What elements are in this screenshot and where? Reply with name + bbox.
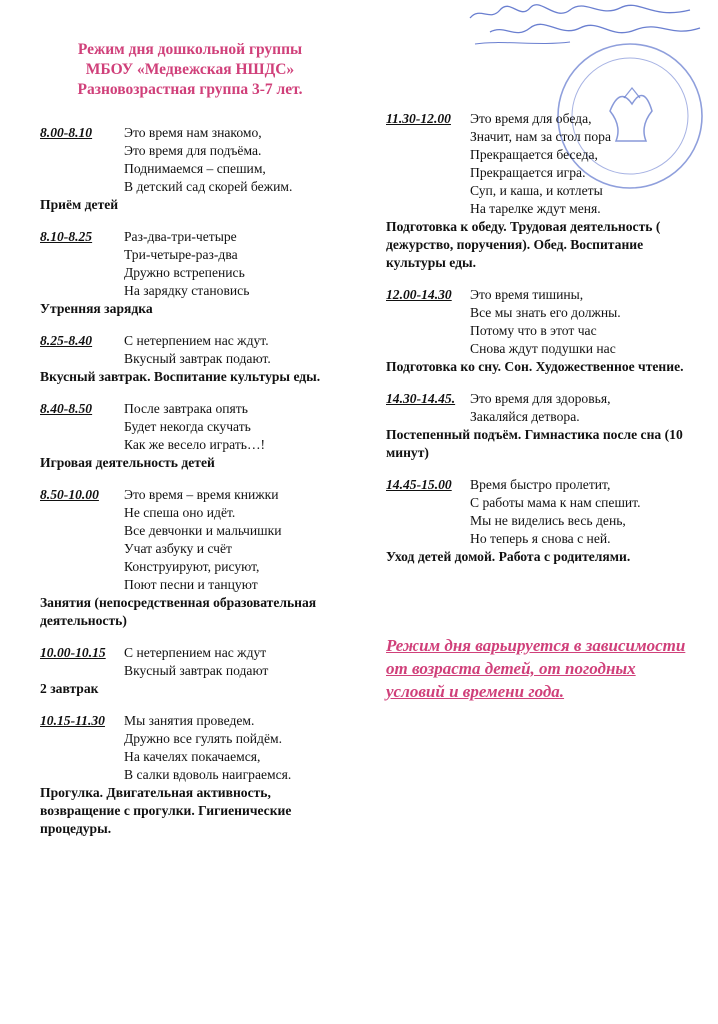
activity-description: Постепенный подъём. Гимнастика после сна (10 минут) <box>386 427 683 460</box>
verse-text: Все девчонки и мальчишки <box>124 523 282 538</box>
verse-text: С работы мама к нам спешит. <box>470 495 641 510</box>
verse-text: Суп, и каша, и котлеты <box>470 183 603 198</box>
verse-line <box>40 228 340 246</box>
header-group: Разновозрастная группа 3-7 лет. <box>77 81 303 98</box>
time-range: 11.30-12.00 <box>386 111 451 126</box>
verse-text: Значит, нам за стол пора <box>470 129 612 144</box>
verse-text: Дружно встрепенись <box>124 265 245 280</box>
verse-line <box>386 408 691 426</box>
verse-text: Это время нам знакомо, <box>124 125 262 140</box>
activity-description: Прогулка. Двигательная активность, возвращение с прогулки. Гигиенические процедуры. <box>40 785 292 836</box>
verse-text: Закаляйся детвора. <box>470 409 580 424</box>
schedule-block <box>386 390 691 462</box>
verse-text: Снова ждут подушки нас <box>470 341 616 356</box>
verse-text: Конструируют, рисуют, <box>124 559 260 574</box>
activity-description: Подготовка к обеду. Трудовая деятельность ( дежурство, поручения). Обед. Воспитание культуры еды. <box>386 219 661 270</box>
schedule-block <box>40 486 340 630</box>
verse-text: С нетерпением нас ждут. <box>124 333 269 348</box>
verse-line <box>40 558 340 576</box>
verse-line <box>386 512 691 530</box>
verse-text: Все мы знать его должны. <box>470 305 621 320</box>
schedule-block <box>40 332 340 386</box>
verse-text: Будет некогда скучать <box>124 419 251 434</box>
verse-line <box>40 662 340 680</box>
verse-line <box>40 142 340 160</box>
verse-text: Прекращается игра. <box>470 165 586 180</box>
verse-line <box>40 540 340 558</box>
time-range: 10.15-11.30 <box>40 713 105 728</box>
time-range: 8.00-8.10 <box>40 125 93 140</box>
verse-text: Учат азбуку и счёт <box>124 541 232 556</box>
verse-line <box>40 504 340 522</box>
verse-text: Раз-два-три-четыре <box>124 229 237 244</box>
time-range: 8.50-10.00 <box>40 487 99 502</box>
header-title: Режим дня дошкольной группы <box>77 41 303 58</box>
activity-description: Подготовка ко сну. Сон. Художественное чтение. <box>386 359 684 374</box>
verse-line <box>386 146 691 164</box>
verse-line <box>386 476 691 494</box>
verse-text: Потому что в этот час <box>470 323 597 338</box>
verse-line <box>386 340 691 358</box>
verse-line <box>40 522 340 540</box>
schedule-block <box>386 476 691 566</box>
verse-text: Не спеша оно идёт. <box>124 505 236 520</box>
schedule-block <box>40 124 340 214</box>
verse-line <box>40 264 340 282</box>
verse-text: В салки вдоволь наиграемся. <box>124 767 292 782</box>
verse-line <box>40 400 340 418</box>
verse-line <box>40 486 340 504</box>
verse-text: После завтрака опять <box>124 401 248 416</box>
verse-text: Вкусный завтрак подают <box>124 663 269 678</box>
verse-line <box>40 644 340 662</box>
verse-text: Но теперь я снова с ней. <box>470 531 611 546</box>
verse-line <box>40 124 340 142</box>
schedule-column-right <box>386 110 691 580</box>
verse-line <box>40 282 340 300</box>
verse-line <box>386 128 691 146</box>
verse-line <box>40 712 340 730</box>
verse-line <box>386 494 691 512</box>
time-range: 8.40-8.50 <box>40 401 93 416</box>
verse-text: Поднимаемся – спешим, <box>124 161 266 176</box>
time-range: 8.10-8.25 <box>40 229 93 244</box>
verse-line <box>40 332 340 350</box>
verse-text: На качелях покачаемся, <box>124 749 261 764</box>
verse-text: Как же весело играть…! <box>124 437 266 452</box>
verse-text: На тарелке ждут меня. <box>470 201 601 216</box>
verse-text: Это время для здоровья, <box>470 391 611 406</box>
verse-text: Три-четыре-раз-два <box>124 247 238 262</box>
verse-text: Это время для обеда, <box>470 111 592 126</box>
header-school: МБОУ «Медвежская НШДС» <box>85 61 295 78</box>
verse-line <box>40 246 340 264</box>
verse-line <box>386 182 691 200</box>
verse-line <box>386 164 691 182</box>
time-range: 14.30-14.45. <box>386 391 456 406</box>
schedule-block <box>40 400 340 472</box>
verse-line <box>40 160 340 178</box>
activity-description: Игровая деятельность детей <box>40 455 215 470</box>
verse-line <box>386 200 691 218</box>
verse-line <box>40 766 340 784</box>
verse-line <box>386 110 691 128</box>
verse-line <box>386 304 691 322</box>
schedule-block <box>40 712 340 838</box>
document-header <box>40 40 340 100</box>
verse-line <box>40 748 340 766</box>
verse-text: Это время для подъёма. <box>124 143 262 158</box>
schedule-block <box>386 110 691 272</box>
verse-line <box>386 322 691 340</box>
verse-text: Прекращается беседа, <box>470 147 598 162</box>
verse-text: Время быстро пролетит, <box>470 477 611 492</box>
verse-text: С нетерпением нас ждут <box>124 645 267 660</box>
verse-line <box>40 730 340 748</box>
verse-text: Поют песни и танцуют <box>124 577 258 592</box>
schedule-block <box>40 228 340 318</box>
activity-description: Вкусный завтрак. Воспитание культуры еды. <box>40 369 321 384</box>
time-range: 14.45-15.00 <box>386 477 452 492</box>
verse-text: В детский сад скорей бежим. <box>124 179 293 194</box>
verse-text: Это время тишины, <box>470 287 584 302</box>
verse-line <box>386 390 691 408</box>
verse-line <box>40 178 340 196</box>
schedule-block <box>386 286 691 376</box>
activity-description: Уход детей домой. Работа с родителями. <box>386 549 631 564</box>
verse-text: Дружно все гулять пойдём. <box>124 731 282 746</box>
verse-line <box>386 286 691 304</box>
activity-description: Приём детей <box>40 197 119 212</box>
schedule-column-left <box>40 124 340 852</box>
activity-description: 2 завтрак <box>40 681 99 696</box>
verse-text: Вкусный завтрак подают. <box>124 351 271 366</box>
schedule-note: Режим дня варьируется в зависимости от возраста детей, от погодных условий и времени года. <box>386 636 686 701</box>
verse-text: Мы занятия проведем. <box>124 713 255 728</box>
time-range: 8.25-8.40 <box>40 333 93 348</box>
time-range: 12.00-14.30 <box>386 287 452 302</box>
verse-line <box>386 530 691 548</box>
activity-description: Утренняя зарядка <box>40 301 153 316</box>
time-range: 10.00-10.15 <box>40 645 106 660</box>
activity-description: Занятия (непосредственная образовательная деятельность) <box>40 595 317 628</box>
verse-line <box>40 350 340 368</box>
verse-line <box>40 436 340 454</box>
verse-text: Мы не виделись весь день, <box>470 513 626 528</box>
verse-line <box>40 418 340 436</box>
verse-text: На зарядку становись <box>124 283 250 298</box>
schedule-block <box>40 644 340 698</box>
verse-line <box>40 576 340 594</box>
verse-text: Это время – время книжки <box>124 487 279 502</box>
